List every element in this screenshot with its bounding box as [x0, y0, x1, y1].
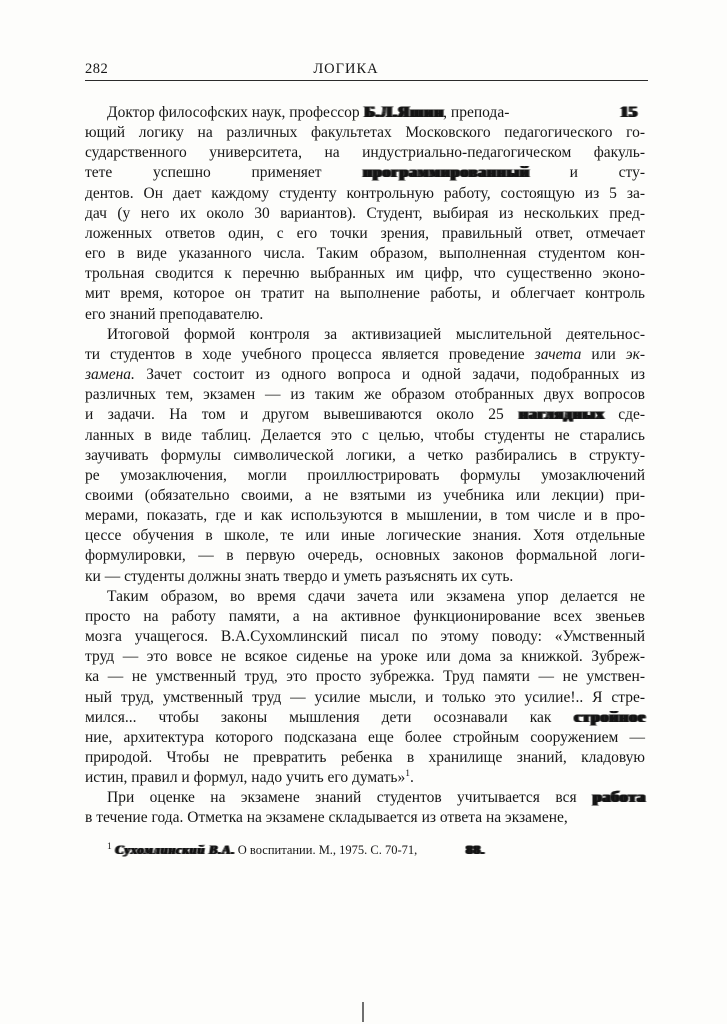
text-line — [85, 567, 645, 587]
overprint-text: Сухомлинский В.А. — [114, 843, 235, 857]
text-line — [85, 385, 645, 405]
text-line — [85, 708, 645, 728]
text-line — [85, 103, 645, 123]
text-line — [85, 426, 645, 446]
text-segment: труд — это вовсе не всякое сиденье на уроке или дома за книжкой. Зубреж- — [85, 648, 645, 666]
text-line — [85, 325, 645, 345]
text-segment: сударственного университета, на индустриально-педагогическом факуль- — [85, 144, 645, 162]
text-line — [85, 345, 645, 365]
text-line — [85, 607, 645, 627]
text-segment: природой. Чтобы не превратить ребенка в хранилище знаний, кладовую — [85, 749, 645, 766]
text-segment: мился... чтобы законы мышления дети осознавали как — [85, 708, 574, 726]
text-segment: ти студентов в ходе учебного процесса является проведение — [85, 345, 535, 363]
text-line — [85, 667, 645, 687]
text-line — [85, 526, 645, 546]
text-segment: , препода- — [443, 104, 510, 121]
text-line — [85, 587, 645, 607]
text-line — [85, 506, 645, 526]
text-segment: Зачет состоит из одного вопроса и одной задачи, подобранных из — [134, 366, 645, 384]
text-segment: трольная сводится к перечню выбранных им цифр, что существенно эконо- — [85, 265, 645, 283]
text-line — [85, 768, 645, 788]
text-segment: ки — студенты должны знать твердо и уметь разъяснять их суть. — [85, 567, 514, 585]
text-line — [85, 788, 645, 808]
text-line — [85, 284, 645, 304]
text-segment: О воспитании. М., 1975. С. 70-71, — [234, 843, 418, 857]
text-segment: его в виде указанного числа. Таким образом, выполненная студентом кон- — [85, 245, 645, 263]
text-line — [85, 264, 645, 284]
header-rule — [85, 80, 648, 81]
text-segment: истин, правил и формул, надо учить его думать» — [85, 769, 406, 787]
text-segment: ный труд, умственный труд — усилие мысли, и только это усилие!.. Я стре- — [85, 688, 645, 706]
text-line — [85, 486, 645, 506]
text-segment: заучивать формулы символической логики, а четко разбирались в структу- — [85, 446, 645, 464]
text-segment: мит время, которое он тратит на выполнение работы, и облегчает контроль — [85, 285, 645, 303]
text-segment: и задачи. На том и другом вывешиваются около 25 — [85, 406, 519, 424]
text-line — [85, 647, 645, 667]
overprint-text: Б.Л.Яшин — [363, 104, 444, 121]
text-line — [85, 365, 645, 385]
footnote — [85, 842, 645, 858]
text-line — [85, 224, 645, 244]
text-line — [85, 627, 645, 647]
text-segment: в течение года. Отметка на экзамене складывается из ответа на экзамене, — [85, 809, 568, 827]
body-text — [85, 103, 645, 829]
text-segment: формулировки, — в первую очередь, основных законов формальной логи- — [85, 547, 645, 565]
text-line — [85, 305, 645, 325]
overprint-text: программированный — [362, 164, 529, 182]
overprint-text: наглядных — [518, 406, 604, 424]
text-line — [85, 748, 645, 768]
text-segment: цессе обучения в школе, те или иные логические знания. Хотя отдельные — [85, 527, 645, 545]
text-line — [85, 123, 645, 143]
text-segment: сде- — [603, 406, 645, 424]
text-segment: Доктор философских наук, профессор — [107, 104, 364, 121]
text-segment: При оценке на экзамене знаний студентов учитывается вся — [107, 789, 592, 807]
italic-term: зачета — [534, 345, 582, 363]
text-segment: различных тем, экзамен — из таким же образом отобранных двух вопросов — [85, 386, 645, 404]
overprint-text: 15 — [619, 104, 637, 121]
text-segment: и сту- — [529, 164, 646, 182]
page-number: 282 — [85, 61, 109, 77]
text-line — [85, 688, 645, 708]
text-segment: ре умозаключения, могли проиллюстрировать формулы умозаключений — [85, 466, 645, 484]
text-segment: Итоговой формой контроля за активизацией мыслительной деятельнос- — [107, 325, 645, 343]
text-line — [85, 546, 645, 566]
text-line — [85, 405, 645, 425]
overprint-text: работа — [591, 789, 645, 807]
text-segment: мерами, показать, где и как используются в мышлении, в том числе и в про- — [85, 507, 645, 525]
overprint-text: стройное — [573, 708, 645, 726]
text-line — [85, 204, 645, 224]
text-line — [85, 466, 645, 486]
overprint-text: 88. — [465, 843, 484, 857]
text-line — [85, 184, 645, 204]
text-segment: своими (обязательно своими, а не взятыми из учебника или лекции) при- — [85, 486, 645, 504]
italic-term: эк- — [625, 345, 645, 363]
text-line — [85, 163, 645, 183]
text-segment: Таким образом, во время сдачи зачета или экзамена упор делается не — [107, 587, 645, 605]
running-title: ЛОГИКА — [313, 61, 379, 77]
footnote-marker: 1 — [107, 841, 112, 852]
text-segment: дач (у него их около 30 вариантов). Студент, выбирая из нескольких пред- — [85, 204, 645, 222]
text-line — [85, 808, 645, 828]
running-head — [85, 61, 647, 80]
text-line — [85, 446, 645, 466]
text-line — [85, 244, 645, 264]
footnote-marker: 1 — [405, 769, 410, 779]
text-segment: ние, архитектура которого подсказана еще более стройным сооружением — — [85, 728, 645, 746]
text-segment: просто на работу памяти, а на активное функционирование всех звеньев — [85, 607, 645, 625]
text-segment: ка — не умственный труд, это просто зубрежка. Труд памяти — не умствен- — [85, 668, 645, 686]
text-segment: ланных в виде таблиц. Делается это с целью, чтобы студенты не старались — [85, 426, 645, 444]
text-line — [85, 728, 645, 748]
text-segment: ложенных ответов один, с его точки зрения, правильный ответ, отмечает — [85, 224, 645, 242]
scan-artifact-mark — [362, 1002, 364, 1022]
italic-term: замена. — [85, 366, 135, 384]
footnote-line — [85, 842, 645, 858]
text-segment: его знаний преподавателю. — [85, 305, 264, 323]
text-line — [85, 143, 645, 163]
text-segment: мозга учащегося. В.А.Сухомлинский писал по этому поводу: «Умственный — [85, 628, 645, 646]
text-segment: дентов. Он дает каждому студенту контрольную работу, состоящую из 5 за- — [85, 184, 645, 202]
text-segment: или — [581, 345, 626, 363]
text-segment: тете успешно применяет — [85, 164, 363, 182]
text-segment: ющий логику на различных факультетах Московского педагогического го- — [85, 124, 645, 142]
text-segment: . — [409, 769, 414, 787]
